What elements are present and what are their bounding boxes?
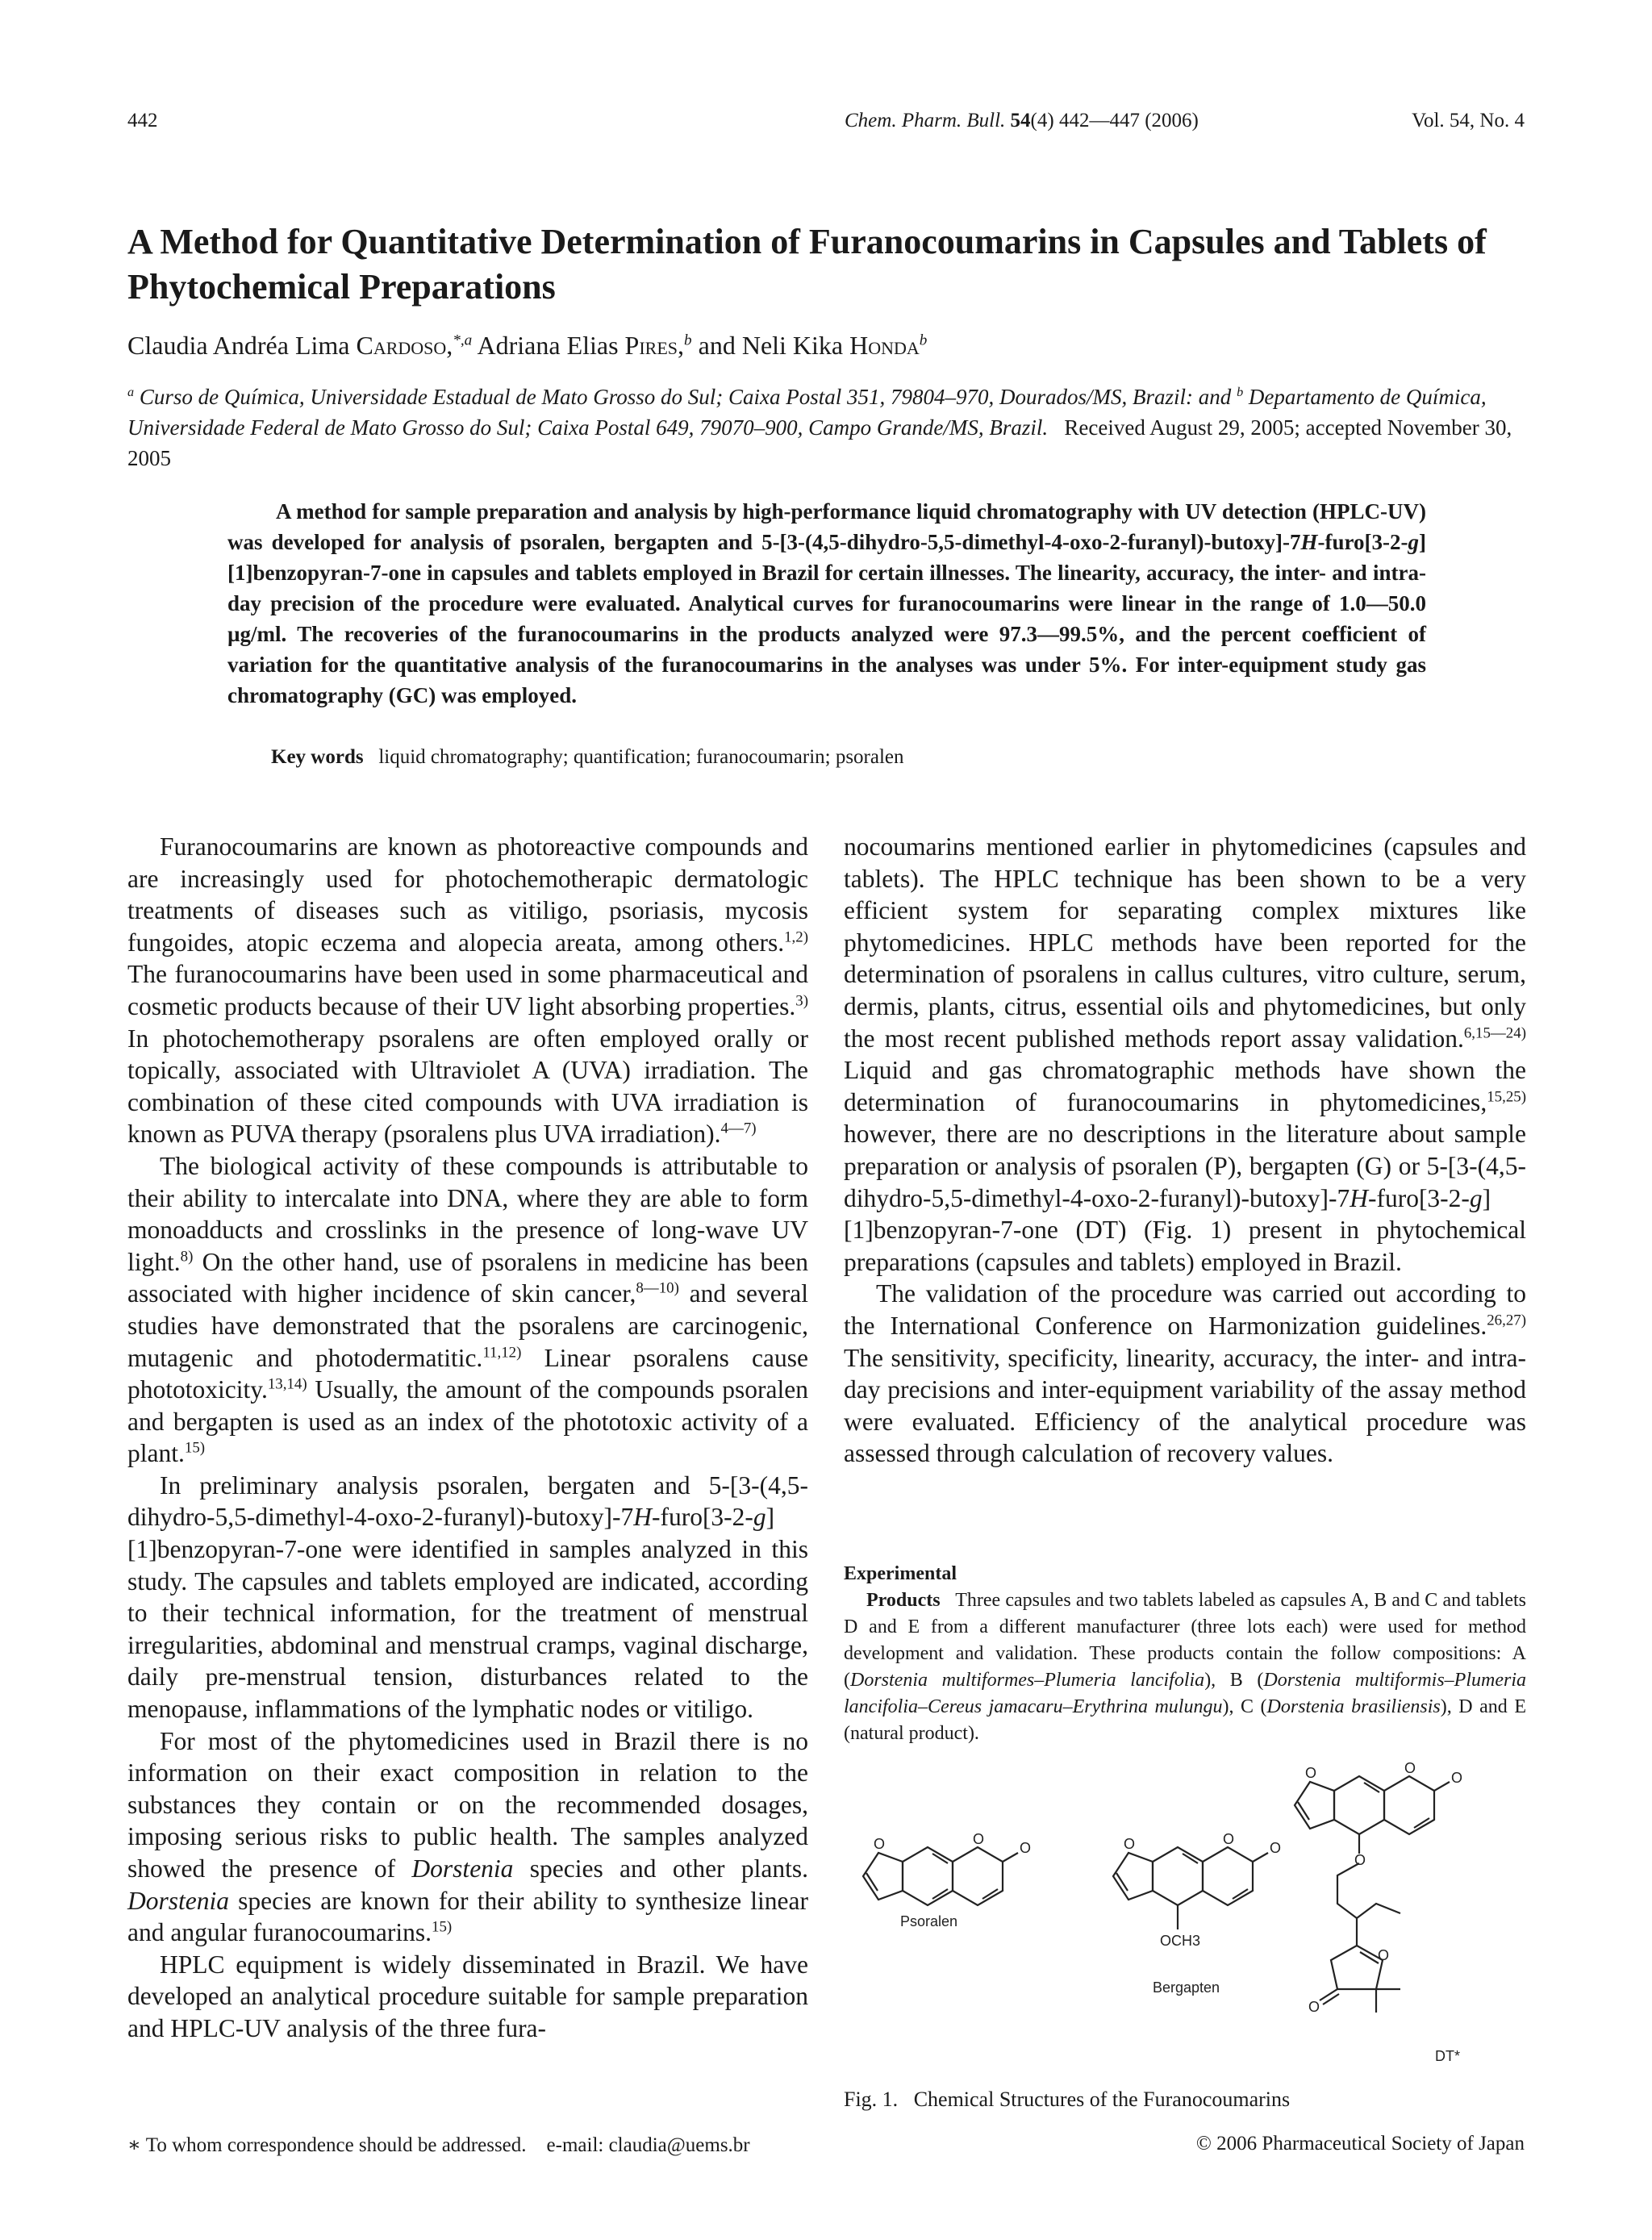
bergapten-ring-oxygen: O: [1124, 1836, 1136, 1852]
affiliations: [127, 382, 1531, 473]
affil-a-mark: a: [127, 385, 135, 399]
journal-name: Chem. Pharm. Bull.: [845, 110, 1006, 131]
affil-a-text: Curso de Química, Universidade Estadual de Mato Grosso do Sul; Caixa Postal 351, 79804–970, Dourados/MS, Brazil: and: [139, 385, 1232, 409]
body-left-column: [127, 831, 808, 2045]
figure-number: Fig. 1.: [844, 2088, 899, 2111]
psoralen-lactone-oxygen: O: [973, 1831, 985, 1847]
keywords: [271, 746, 1441, 769]
copyright: © 2006 Pharmaceutical Society of Japan: [1195, 2133, 1525, 2154]
author-2-family: Pires: [624, 331, 678, 360]
keywords-label: Key words: [271, 746, 364, 768]
psoralen-structure: [863, 1847, 1018, 1905]
dt-lactone-oxygen: O: [1404, 1760, 1416, 1776]
author-2-mark: b: [684, 332, 692, 349]
journal-issue: Vol. 54, No. 4: [1412, 110, 1525, 131]
bergapten-label: Bergapten: [1153, 1979, 1220, 1996]
dt-ring-oxygen: O: [1305, 1765, 1317, 1781]
received-dates: Received August 29, 2005; accepted November 30, 2005: [127, 415, 1512, 470]
paragraph: For most of the phytomedicines used in Brazil there is no information on their exact composition in relation to the substances they contain or on the recommended dosages, imposing serious risks to public health. The samples analyzed showed the presence of Dorstenia species and other plants. Dorstenia species are known for their ability to synthesize linear and angular furanocoumarins.$^{15)}$: [127, 1726, 808, 1947]
paragraph: nocoumarins mentioned earlier in phytomedicines (capsules and tablets). The HPLC technique has been shown to be a very efficient system for separating complex mixtures like phytomedicines. HPLC methods have been reported for the determination of psoralens in callus cultures, vitro culture, serum, dermis, plants, citrus, essential oils and phytomedicines, but only the most recent published methods report assay validation.$^{6,15—24)}$ Liquid and gas chromatographic methods have shown the determination of furanocoumarins in phytomedicines,$^{15,25)}$ however, there are no descriptions in the literature about sample preparation or analysis of psoralen (P), bergapten (G) or 5-[3-(4,5-dihydro-5,5-dimethyl-4-oxo-2-furanyl)-butoxy]-7H-furo[3-2-g][1]benzopyran-7-one (DT) (Fig. 1) present in phytochemical preparations (capsules and tablets) employed in Brazil.: [844, 832, 1526, 1276]
author-2-given: Adriana Elias: [477, 331, 625, 360]
keywords-text: liquid chromatography; quantification; furanocoumarin; psoralen: [378, 746, 904, 768]
correspondence-footnote: [127, 2133, 750, 2157]
body-right-column: [844, 831, 1526, 1470]
dt-carbonyl-oxygen: O: [1451, 1770, 1463, 1786]
affil-b-text: Departamento de Química, Universidade Federal de Mato Grosso do Sul; Caixa Postal 649, 79070–900, Campo Grande/MS, Brazil.: [127, 385, 1487, 440]
author-3-family: Honda: [849, 331, 920, 360]
dt-ether-oxygen: O: [1354, 1852, 1366, 1868]
affil-b-mark: b: [1237, 385, 1244, 399]
experimental-section: [844, 1561, 1526, 1747]
figure-caption: [844, 2088, 1290, 2112]
bergapten-lactone-oxygen: O: [1223, 1831, 1235, 1847]
psoralen-ring-oxygen: O: [874, 1836, 886, 1852]
author-3-mark: b: [919, 332, 928, 349]
figure-title: Chemical Structures of the Furanocoumarins: [913, 2088, 1291, 2111]
dt-keto-oxygen: O: [1308, 1999, 1320, 2015]
structures-svg: [844, 1734, 1526, 2085]
journal-volume: 54: [1010, 110, 1031, 131]
page-number: 442: [127, 110, 158, 131]
paragraph: HPLC equipment is widely disseminated in Brazil. We have developed an analytical procedure suitable for sample preparation and HPLC-UV analysis of the three fura-: [127, 1950, 808, 2042]
psoralen-carbonyl-oxygen: O: [1020, 1840, 1032, 1856]
author-1-given: Claudia Andréa Lima: [127, 331, 357, 360]
paragraph: The validation of the procedure was carried out according to the International Conference on Harmonization guidelines.$^{26,27)}$ The sensitivity, specificity, linearity, accuracy, the inter- and intra-day precisions and inter-equipment variability of the assay method were evaluated. Efficiency of the analytical procedure was assessed through calculation of recovery values.: [844, 1279, 1526, 1468]
article-title: A Method for Quantitative Determination of Furanocoumarins in Capsules and Tablets of Phytochemical Preparations: [127, 222, 1487, 307]
journal-pages: (4) 442—447 (2006): [1030, 110, 1199, 131]
bergapten-methoxy-label: OCH3: [1160, 1933, 1201, 1949]
paragraph: Furanocoumarins are known as photoreactive compounds and are increasingly used for photochemotherapic dermatologic treatments of diseases such as vitiligo, psoriasis, mycosis fungoides, atopic eczema and alopecia areata, among others.$^{1,2)}$ The furanocoumarins have been used in some pharmaceutical and cosmetic products because of their UV light absorbing properties.$^{3)}$ In photochemotherapy psoralens are often employed orally or topically, associated with Ultraviolet A (UVA) irradiation. The combination of these cited compounds with UVA irradiation is known as PUVA therapy (psoralens plus UVA irradiation).$^{4—7)}$: [127, 832, 808, 1149]
abstract: A method for sample preparation and analysis by high-performance liquid chromatography with UV detection (HPLC-UV) was developed for analysis of psoralen, bergapten and 5-[3-(4,5-dihydro-5,5-dimethyl-4-oxo-2-furanyl)-butoxy]-7H-furo[3-2-g][1]benzopyran-7-one in capsules and tablets employed in Brazil for certain illnesses. The linearity, accuracy, the inter- and intra-day precision of the procedure were evaluated. Analytical curves for furanocoumarins were linear in the range of 1.0—50.0 µg/ml. The recoveries of the furanocoumarins in the products analyzed were 97.3—99.5%, and the percent coefficient of variation for the quantitative analysis of the furanocoumarins in the analyses was under 5%. For inter-equipment study gas chromatography (GC) was employed.: [227, 499, 1426, 707]
dt-structure: [1295, 1776, 1450, 2013]
author-1-family: Cardoso: [356, 331, 447, 360]
paragraph: In preliminary analysis psoralen, bergaten and 5-[3-(4,5-dihydro-5,5-dimethyl-4-oxo-2-furanyl)-butoxy]-7H-furo[3-2-g][1]benzopyran-7-one were identified in samples analyzed in this study. The capsules and tablets employed are indicated, according to their technical information, for the treatment of menstrual irregularities, abdominal and menstrual cramps, vaginal discharge, daily pre-menstrual tension, disturbances related to the menopause, inflammations of the lymphatic nodes or vitiligo.: [127, 1470, 808, 1724]
author-list: Claudia Andréa Lima Cardoso,$^{*,a}$ Adriana Elias Pires,$^b$ and Neli Kika Honda$^b$: [127, 331, 928, 360]
author-conjunction: and Neli Kika: [698, 331, 850, 360]
experimental-heading: Experimental: [844, 1563, 957, 1584]
products-paragraph: Products Three capsules and two tablets labeled as capsules A, B and C and tablets D and E from a different manufacturer (three lots each) were used for method development and validation. These products contain the follow compositions: A (Dorstenia multiformes–Plumeria lancifolia), B (Dorstenia multiformis–Plumeria lancifolia–Cereus jamacaru–Erythrina mulungu), C (Dorstenia brasiliensis), D and E (natural product).: [844, 1590, 1526, 1744]
figure-chemical-structures: [844, 1734, 1526, 2085]
journal-citation: [845, 110, 1199, 132]
bergapten-structure: [1113, 1847, 1268, 1929]
footnote-text: ∗ To whom correspondence should be addressed.: [127, 2134, 527, 2156]
bergapten-carbonyl-oxygen: O: [1270, 1840, 1282, 1856]
paragraph: The biological activity of these compounds is attributable to their ability to intercalate into DNA, where they are able to form monoadducts and crosslinks in the presence of long-wave UV light.$^{8)}$ On the other hand, use of psoralens in medicine has been associated with higher incidence of skin cancer,$^{8—10)}$ and several studies have demonstrated that the psoralens are carcinogenic, mutagenic and photodermatitic.$^{11,12)}$ Linear psoralens cause phototoxicity.$^{13,14)}$ Usually, the amount of the compounds psoralen and bergapten is used as an index of the phototoxic activity of a plant.$^{15)}$: [127, 1151, 808, 1468]
author-1-mark: *,a: [453, 332, 473, 349]
footnote-email[interactable]: e-mail: claudia@uems.br: [546, 2134, 750, 2156]
dt-furanone-oxygen: O: [1378, 1947, 1390, 1963]
dt-label: DT*: [1435, 2048, 1460, 2064]
psoralen-label: Psoralen: [900, 1913, 958, 1929]
